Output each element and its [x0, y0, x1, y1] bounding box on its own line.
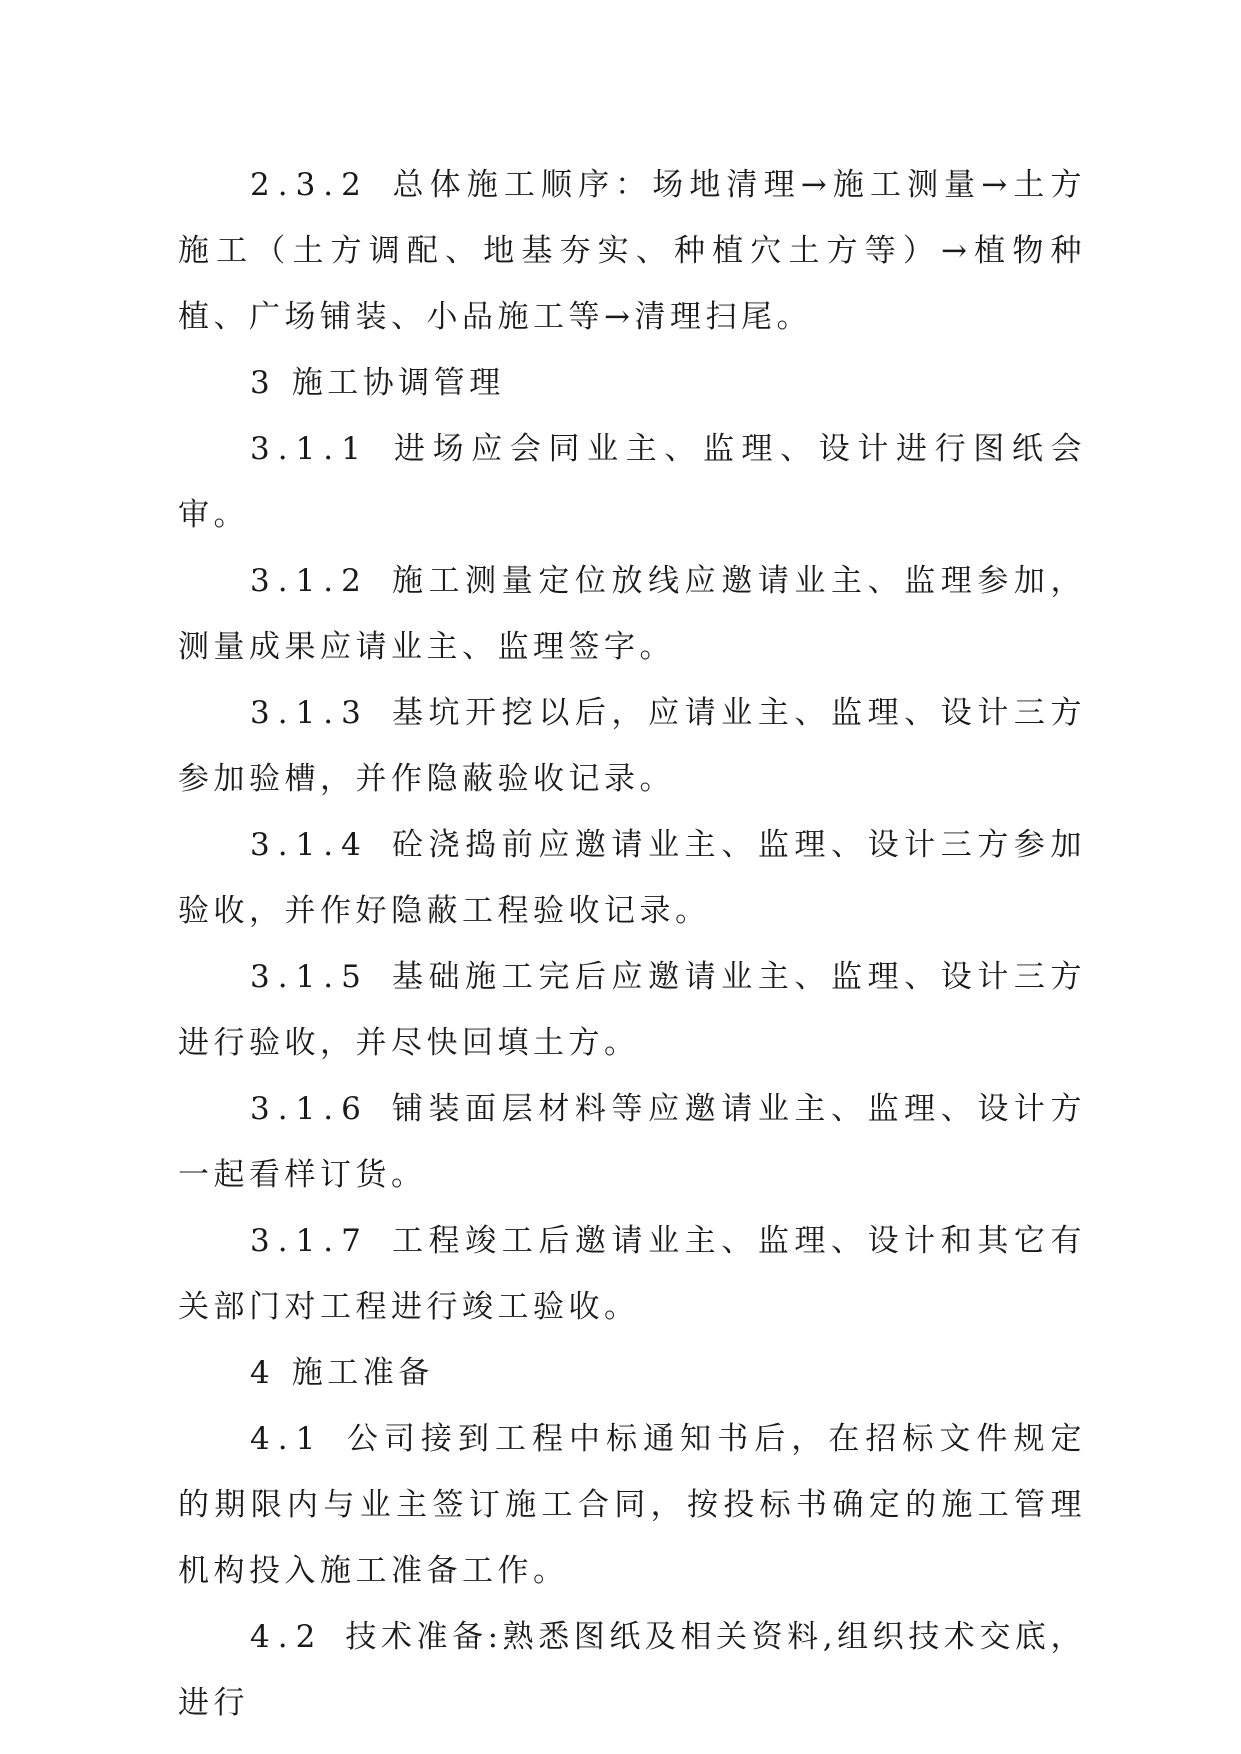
- paragraph-3-1-5: [178, 944, 1086, 1076]
- paragraph-3-1-6: [178, 1076, 1086, 1208]
- section-heading-4: [178, 1340, 1086, 1406]
- paragraph-text: 进场应会同业主、监理、设计进行图纸会审。: [178, 431, 1086, 533]
- section-number: 4.2: [250, 1619, 324, 1655]
- section-number: 3.1.5: [250, 959, 369, 995]
- section-title: 施工协调管理: [291, 365, 505, 401]
- section-number: 3.1.7: [250, 1223, 369, 1259]
- section-number: 3.1.2: [250, 563, 369, 599]
- paragraph-text: 基坑开挖以后，应请业主、监理、设计三方参加验槽，并作隐蔽验收记录。: [178, 695, 1086, 797]
- paragraph-4-2: [178, 1604, 1086, 1736]
- paragraph-text: 工程竣工后邀请业主、监理、设计和其它有关部门对工程进行竣工验收。: [178, 1223, 1086, 1325]
- paragraph-4-1: [178, 1406, 1086, 1604]
- paragraph-text: 铺装面层材料等应邀请业主、监理、设计方一起看样订货。: [178, 1091, 1086, 1193]
- section-number: 3.1.1: [250, 431, 369, 467]
- document-body: [178, 152, 1086, 1736]
- section-number: 3.1.4: [250, 827, 369, 863]
- section-number: 2.3.2: [250, 167, 369, 203]
- section-number: 4.1: [250, 1421, 324, 1457]
- paragraph-3-1-1: [178, 416, 1086, 548]
- paragraph-3-1-3: [178, 680, 1086, 812]
- section-number: 3.1.6: [250, 1091, 369, 1127]
- paragraph-text: 施工测量定位放线应邀请业主、监理参加，测量成果应请业主、监理签字。: [178, 563, 1086, 665]
- paragraph-2-3-2: [178, 152, 1086, 350]
- paragraph-3-1-7: [178, 1208, 1086, 1340]
- paragraph-text: 基础施工完后应邀请业主、监理、设计三方进行验收，并尽快回填土方。: [178, 959, 1086, 1061]
- paragraph-text: 砼浇捣前应邀请业主、监理、设计三方参加验收，并作好隐蔽工程验收记录。: [178, 827, 1086, 929]
- section-number: 4: [250, 1355, 278, 1391]
- section-number: 3.1.3: [250, 695, 369, 731]
- paragraph-text: 公司接到工程中标通知书后，在招标文件规定的期限内与业主签订施工合同，按投标书确定的施工管理机构投入施工准备工作。: [178, 1421, 1086, 1589]
- paragraph-3-1-4: [178, 812, 1086, 944]
- section-heading-3: [178, 350, 1086, 416]
- section-number: 3: [250, 365, 278, 401]
- paragraph-text: 总体施工顺序：场地清理→施工测量→土方施工（土方调配、地基夯实、种植穴土方等）→植物种植、广场铺装、小品施工等→清理扫尾。: [178, 167, 1086, 335]
- section-title: 施工准备: [291, 1355, 434, 1391]
- paragraph-3-1-2: [178, 548, 1086, 680]
- paragraph-text: 技术准备:熟悉图纸及相关资料,组织技术交底，进行: [178, 1619, 1086, 1721]
